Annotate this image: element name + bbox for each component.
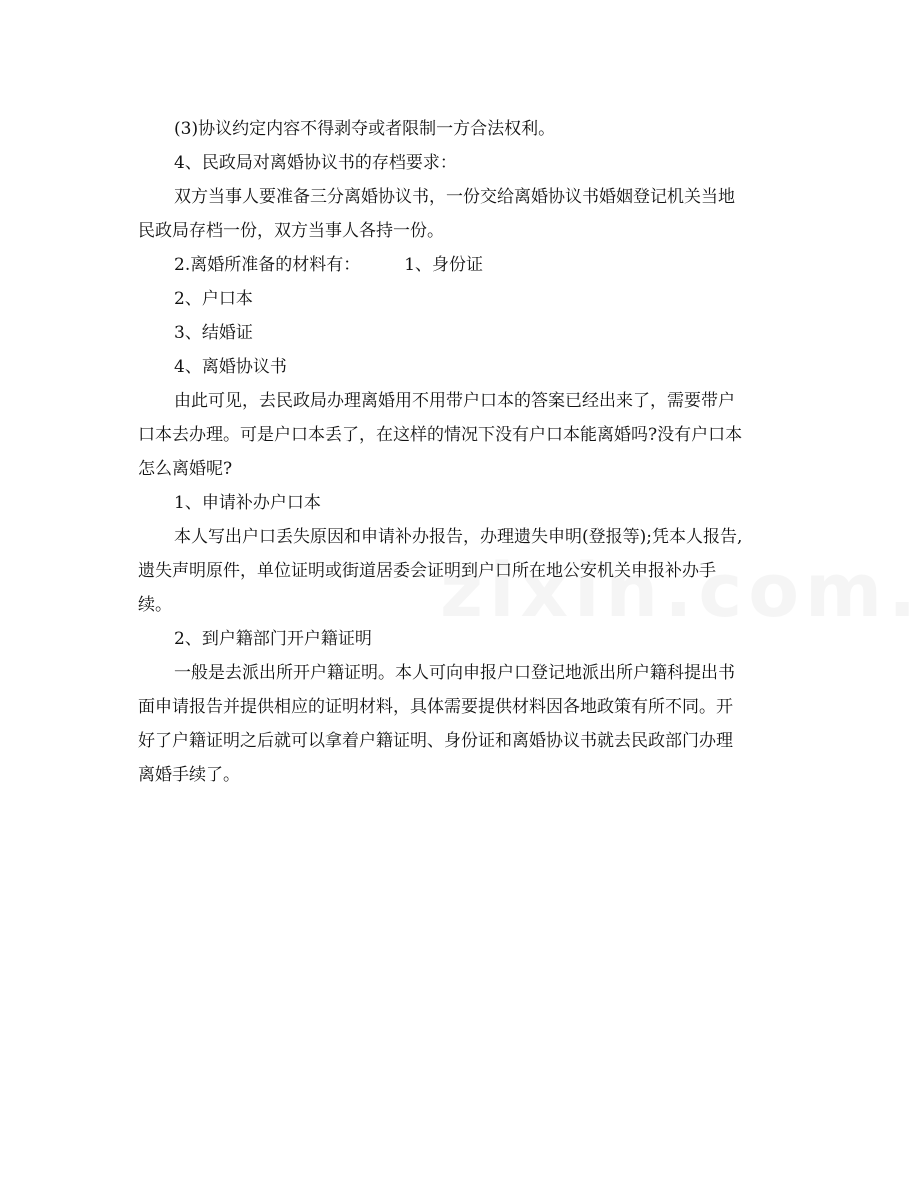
materials-item-divorce-agreement: 4、离婚协议书 bbox=[174, 357, 287, 377]
paragraph-line: 遗失声明原件，单位证明或街道居委会证明到户口所在地公安机关申报补办手 bbox=[138, 561, 716, 581]
paragraph-line: 一般是去派出所开户籍证明。本人可向申报户口登记地派出所户籍科提出书 bbox=[174, 663, 735, 683]
heading-reissue-register: 1、申请补办户口本 bbox=[174, 493, 321, 513]
paragraph-archive bbox=[138, 180, 786, 248]
paragraph-line: 怎么离婚呢? bbox=[138, 459, 233, 479]
paragraph-line: 本人写出户口丢失原因和申请补办报告，办理遗失申明(登报等);凭本人报告, bbox=[174, 527, 743, 547]
paragraph-line: 续。 bbox=[138, 595, 172, 615]
paragraph-line: 由此可见，去民政局办理离婚用不用带户口本的答案已经出来了，需要带户 bbox=[174, 391, 735, 411]
materials-item-marriage-certificate: 3、结婚证 bbox=[174, 323, 253, 343]
materials-item-id-card: 1、身份证 bbox=[404, 255, 484, 275]
document-body bbox=[138, 112, 786, 792]
materials-item-household-register: 2、户口本 bbox=[174, 289, 253, 309]
materials-line bbox=[138, 248, 786, 282]
text-line-agreement-rights: (3)协议约定内容不得剥夺或者限制一方合法权利。 bbox=[174, 119, 556, 139]
paragraph-line: 离婚手续了。 bbox=[138, 765, 240, 785]
heading-archive-requirements: 4、民政局对离婚协议书的存档要求： bbox=[174, 153, 457, 173]
paragraph-line: 双方当事人要准备三分离婚协议书，一份交给离婚协议书婚姻登记机关当地 bbox=[174, 187, 735, 207]
paragraph-line: 民政局存档一份，双方当事人各持一份。 bbox=[138, 221, 444, 241]
heading-household-certificate: 2、到户籍部门开户籍证明 bbox=[174, 629, 372, 649]
paragraph-line: 面申请报告并提供相应的证明材料，具体需要提供材料因各地政策有所不同。开 bbox=[138, 697, 733, 717]
watermark-logo bbox=[440, 548, 920, 634]
paragraph-line: 好了户籍证明之后就可以拿着户籍证明、身份证和离婚协议书就去民政部门办理 bbox=[138, 731, 733, 751]
paragraph-conclusion bbox=[138, 384, 786, 486]
materials-label: 2.离婚所准备的材料有： bbox=[174, 255, 361, 275]
paragraph-line: 口本去办理。可是户口本丢了，在这样的情况下没有户口本能离婚吗?没有户口本 bbox=[138, 425, 743, 445]
paragraph-household-certificate bbox=[138, 656, 786, 792]
